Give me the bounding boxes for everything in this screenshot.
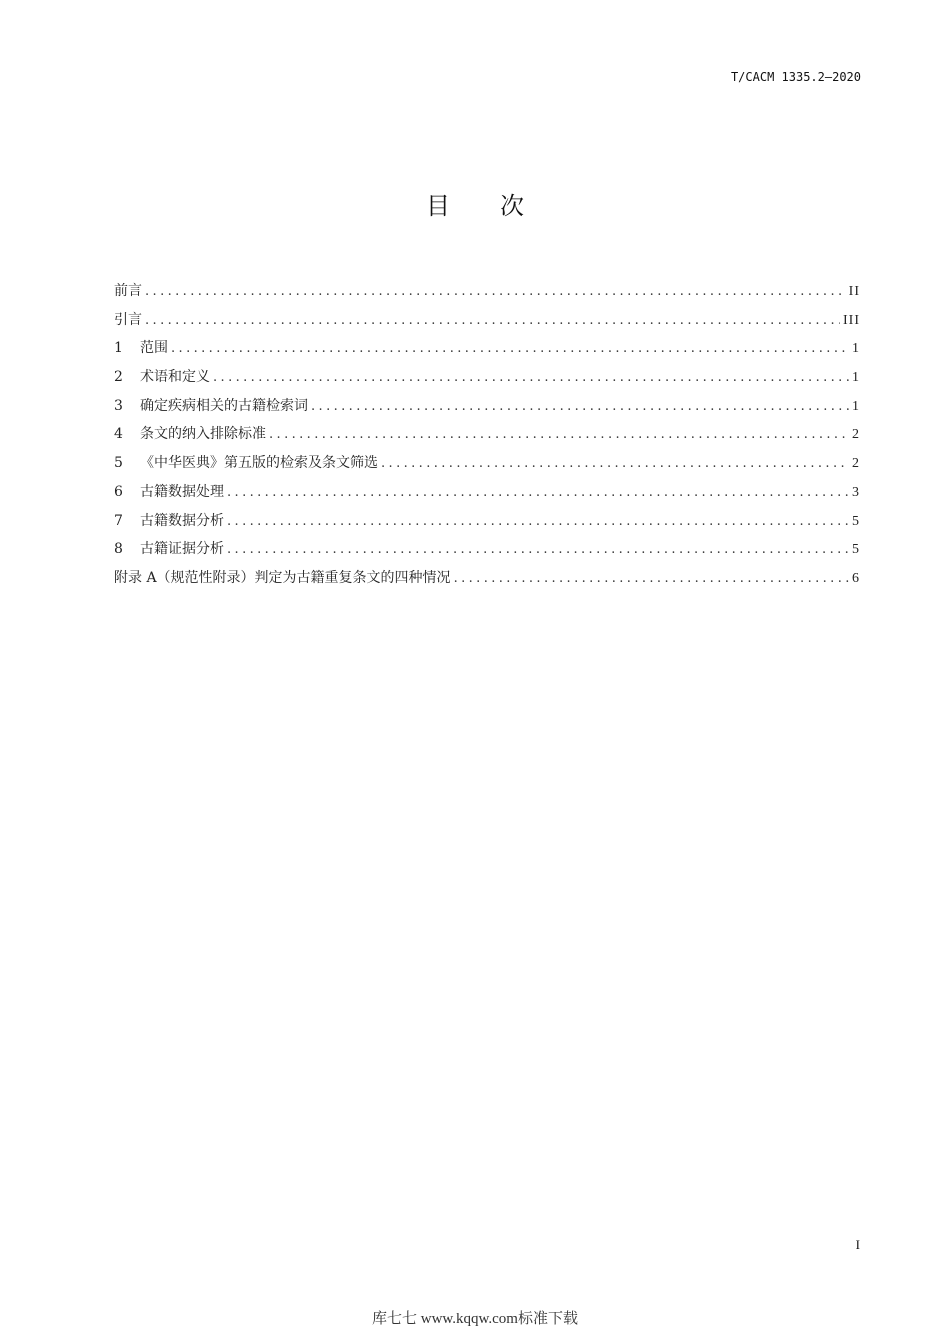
toc-entry-label: 条文的纳入排除标准 xyxy=(140,426,266,443)
toc-entry-page: 3 xyxy=(852,484,860,500)
toc-entry-introduction[interactable] xyxy=(114,310,860,339)
toc-entry-page: 5 xyxy=(852,542,860,558)
toc-entry-foreword[interactable] xyxy=(114,281,860,310)
toc-entry-label: 古籍数据处理 xyxy=(140,483,224,500)
toc-entry-4[interactable] xyxy=(114,424,860,453)
toc-entry-page: III xyxy=(843,312,860,328)
toc-entry-number: 5 xyxy=(114,455,123,472)
table-of-contents xyxy=(114,281,860,597)
toc-entry-page: 2 xyxy=(852,427,860,443)
toc-leader-dots xyxy=(213,368,849,388)
standard-code: T/CACM 1335.2—2020 xyxy=(730,70,861,84)
toc-entry-appendix-a[interactable] xyxy=(114,568,860,597)
toc-entry-page: 1 xyxy=(852,370,860,386)
toc-entry-7[interactable] xyxy=(114,511,860,540)
toc-leader-dots xyxy=(227,512,849,532)
toc-leader-dots xyxy=(311,397,849,417)
toc-entry-label: 古籍数据分析 xyxy=(140,512,224,529)
toc-entry-5[interactable] xyxy=(114,453,860,482)
toc-entry-2[interactable] xyxy=(114,367,860,396)
toc-entry-page: 5 xyxy=(852,513,860,529)
toc-entry-8[interactable] xyxy=(114,539,860,568)
toc-entry-3[interactable] xyxy=(114,396,860,425)
page-number: I xyxy=(855,1237,860,1252)
toc-entry-number: 3 xyxy=(114,397,123,414)
toc-entry-6[interactable] xyxy=(114,482,860,511)
toc-leader-dots xyxy=(381,454,849,474)
toc-entry-label: 术语和定义 xyxy=(140,369,210,386)
toc-leader-dots xyxy=(269,425,849,445)
toc-entry-1[interactable] xyxy=(114,338,860,367)
toc-leader-dots xyxy=(171,339,849,359)
toc-entry-label: 《中华医典》第五版的检索及条文筛选 xyxy=(140,455,378,472)
toc-entry-page: 6 xyxy=(852,570,860,586)
toc-entry-page: 1 xyxy=(852,398,860,414)
toc-leader-dots xyxy=(454,569,849,589)
toc-entry-page: II xyxy=(848,284,860,299)
toc-entry-number: 4 xyxy=(114,426,123,443)
toc-leader-dots xyxy=(227,483,849,503)
toc-leader-dots xyxy=(145,282,846,302)
toc-entry-number: 1 xyxy=(114,340,123,357)
toc-leader-dots xyxy=(145,311,840,331)
toc-entry-label: 前言 xyxy=(114,283,142,299)
toc-entry-number: 2 xyxy=(114,369,123,386)
toc-entry-label: 确定疾病相关的古籍检索词 xyxy=(140,397,308,414)
footer-watermark: 库七七 www.kqqw.com标准下载 xyxy=(372,1311,578,1327)
toc-entry-page: 1 xyxy=(852,341,860,357)
toc-leader-dots xyxy=(227,540,849,560)
toc-entry-label: 附录 A（规范性附录）判定为古籍重复条文的四种情况 xyxy=(114,569,451,586)
toc-entry-page: 2 xyxy=(852,456,860,472)
toc-entry-label: 引言 xyxy=(114,311,142,328)
title-char-2: 次 xyxy=(500,192,524,220)
toc-entry-label: 范围 xyxy=(140,340,168,357)
toc-entry-number: 8 xyxy=(114,541,123,558)
toc-entry-label: 古籍证据分析 xyxy=(140,541,224,558)
toc-entry-number: 7 xyxy=(114,512,123,529)
toc-entry-number: 6 xyxy=(114,483,123,500)
page-title xyxy=(0,186,950,221)
title-char-1: 目 xyxy=(426,192,450,220)
